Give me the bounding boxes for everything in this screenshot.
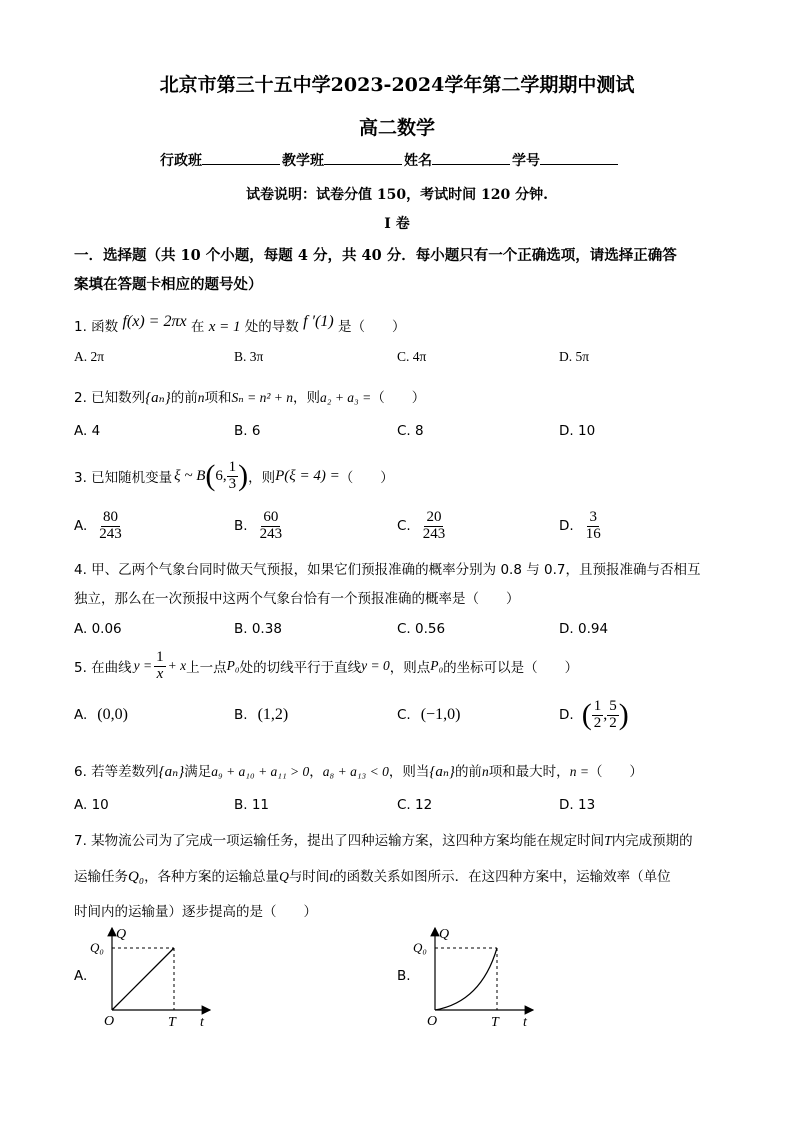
question-4-stem-line1: 4. 甲、乙两个气象台同时做天气预报，如果它们预报准确的概率分别为 0.8 与 0.7，且预报准确与否相互 [74, 562, 701, 578]
exam-title: 北京市第三十五中学2023-2024学年第二学期期中测试 [159, 74, 635, 96]
question-4-option-d[interactable]: D. 0.94 [559, 621, 609, 637]
question-6-option-c[interactable]: C. 12 [397, 797, 433, 813]
question-3-stem: 3. 已知随机变量 ξ ~ B ( 6, $\frac{1}{3}$ ) ，则 P(ξ = 4) = （ ） [74, 458, 394, 492]
question-7-stem-line1: 7. 某物流公司为了完成一项运输任务，提出了四种运输方案，这四种方案均能在规定时间T内完成预期的 [74, 833, 693, 849]
question-6-option-d[interactable]: D. 13 [559, 797, 596, 813]
question-2-option-a[interactable]: A. 4 [74, 423, 101, 439]
exam-subtitle: 高二数学 [358, 117, 435, 139]
question-5-option-b[interactable]: B. (1,2) [234, 706, 289, 723]
question-7-option-b-label[interactable]: B. [397, 968, 411, 984]
part-heading: I 卷 [384, 216, 410, 232]
question-3-option-b[interactable]: B. $\frac{60}{243}$ [234, 509, 283, 542]
question-4-option-b[interactable]: B. 0.38 [234, 621, 282, 637]
question-7-option-a-graph[interactable] [88, 922, 218, 1032]
section-heading-line2: 案填在答题卡相应的题号处） [74, 276, 263, 293]
question-5-option-d[interactable]: D. ( $\frac{1}{2}$ , $\frac{5}{2}$ ) [559, 697, 629, 731]
t-label: T [168, 1015, 176, 1030]
question-3-option-d[interactable]: D. $\frac{3}{16}$ [559, 509, 601, 542]
x-axis-label: t [523, 1015, 527, 1030]
question-2-stem: 2. 已知数列{aₙ}的前n项和Sₙ = n² + n，则a₂ + a₃ =（ ） [74, 390, 426, 406]
q0-label: Q₀ [90, 940, 104, 955]
question-2-option-c[interactable]: C. 8 [397, 423, 424, 439]
section-heading-line1: 一．选择题（共 10 个小题，每题 4 分，共 40 分．每小题只有一个正确选项，请选择正确答 [74, 247, 677, 264]
field-student-id-label: 学号 [512, 153, 540, 169]
question-1-option-a[interactable]: A. 2π [74, 349, 105, 364]
question-5-option-a[interactable]: A. (0,0) [74, 706, 128, 723]
field-name-label: 姓名 [404, 153, 432, 169]
question-3-option-c[interactable]: C. $\frac{20}{243}$ [397, 509, 446, 542]
t-label: T [491, 1015, 499, 1030]
question-7-stem-line2: 运输任务Q₀，各种方案的运输总量Q与时间t的函数关系如图所示．在这四种方案中，运输效率（单位 [74, 869, 671, 885]
exam-note: 试卷说明：试卷分值 150，考试时间 120 分钟. [246, 187, 548, 203]
question-5-option-c[interactable]: C. (−1,0) [397, 706, 461, 723]
question-1-option-d[interactable]: D. 5π [559, 349, 590, 364]
y-axis-label: Q [116, 927, 127, 942]
question-4-option-a[interactable]: A. 0.06 [74, 621, 122, 637]
q0-label: Q₀ [413, 940, 427, 955]
y-axis-label: Q [439, 927, 450, 942]
field-teaching-class-label: 教学班 [282, 153, 324, 169]
student-info-fields [160, 150, 620, 170]
question-3-option-a[interactable]: A. $\frac{80}{243}$ [74, 509, 122, 542]
origin-label: O [427, 1014, 438, 1029]
field-class-label: 行政班 [160, 153, 202, 169]
question-1-stem: 1. 函数 f(x) = 2πx 在 x = 1 处的导数 f ′(1) 是（ ） [74, 313, 406, 335]
question-4-stem-line2: 独立，那么在一次预报中这两个气象台恰有一个预报准确的概率是（ ） [74, 591, 520, 607]
question-6-option-a[interactable]: A. 10 [74, 797, 109, 813]
linear-curve [112, 948, 174, 1010]
question-6-stem: 6. 若等差数列{aₙ}满足a₉ + a₁₀ + a₁₁ > 0，a₈ + a₁₃ < 0，则当{aₙ}的前n项和最大时，n =（ ） [74, 764, 643, 780]
question-7-option-a-label[interactable]: A. [74, 968, 88, 984]
question-2-option-d[interactable]: D. 10 [559, 423, 596, 439]
field-class-blank[interactable] [202, 150, 280, 165]
question-7-stem-line3: 时间内的运输量）逐步提高的是（ ） [74, 904, 317, 920]
question-5-stem: 5. 在曲线 y = $\frac{1}{x}$ + x 上一点 P₀ 处的切线平行于直线 y = 0 ，则点 P₀ 的坐标可以是（ ） [74, 648, 579, 682]
question-2-option-b[interactable]: B. 6 [234, 423, 261, 439]
field-teaching-class-blank[interactable] [324, 150, 402, 165]
question-7-option-b-graph[interactable] [411, 922, 541, 1032]
origin-label: O [104, 1014, 115, 1029]
question-1-option-b[interactable]: B. 3π [234, 349, 264, 364]
x-axis-label: t [200, 1015, 204, 1030]
field-name-blank[interactable] [432, 150, 510, 165]
question-4-option-c[interactable]: C. 0.56 [397, 621, 446, 637]
question-6-option-b[interactable]: B. 11 [234, 797, 270, 813]
question-1-option-c[interactable]: C. 4π [397, 349, 427, 364]
convex-curve [435, 948, 497, 1010]
field-student-id-blank[interactable] [540, 150, 618, 165]
